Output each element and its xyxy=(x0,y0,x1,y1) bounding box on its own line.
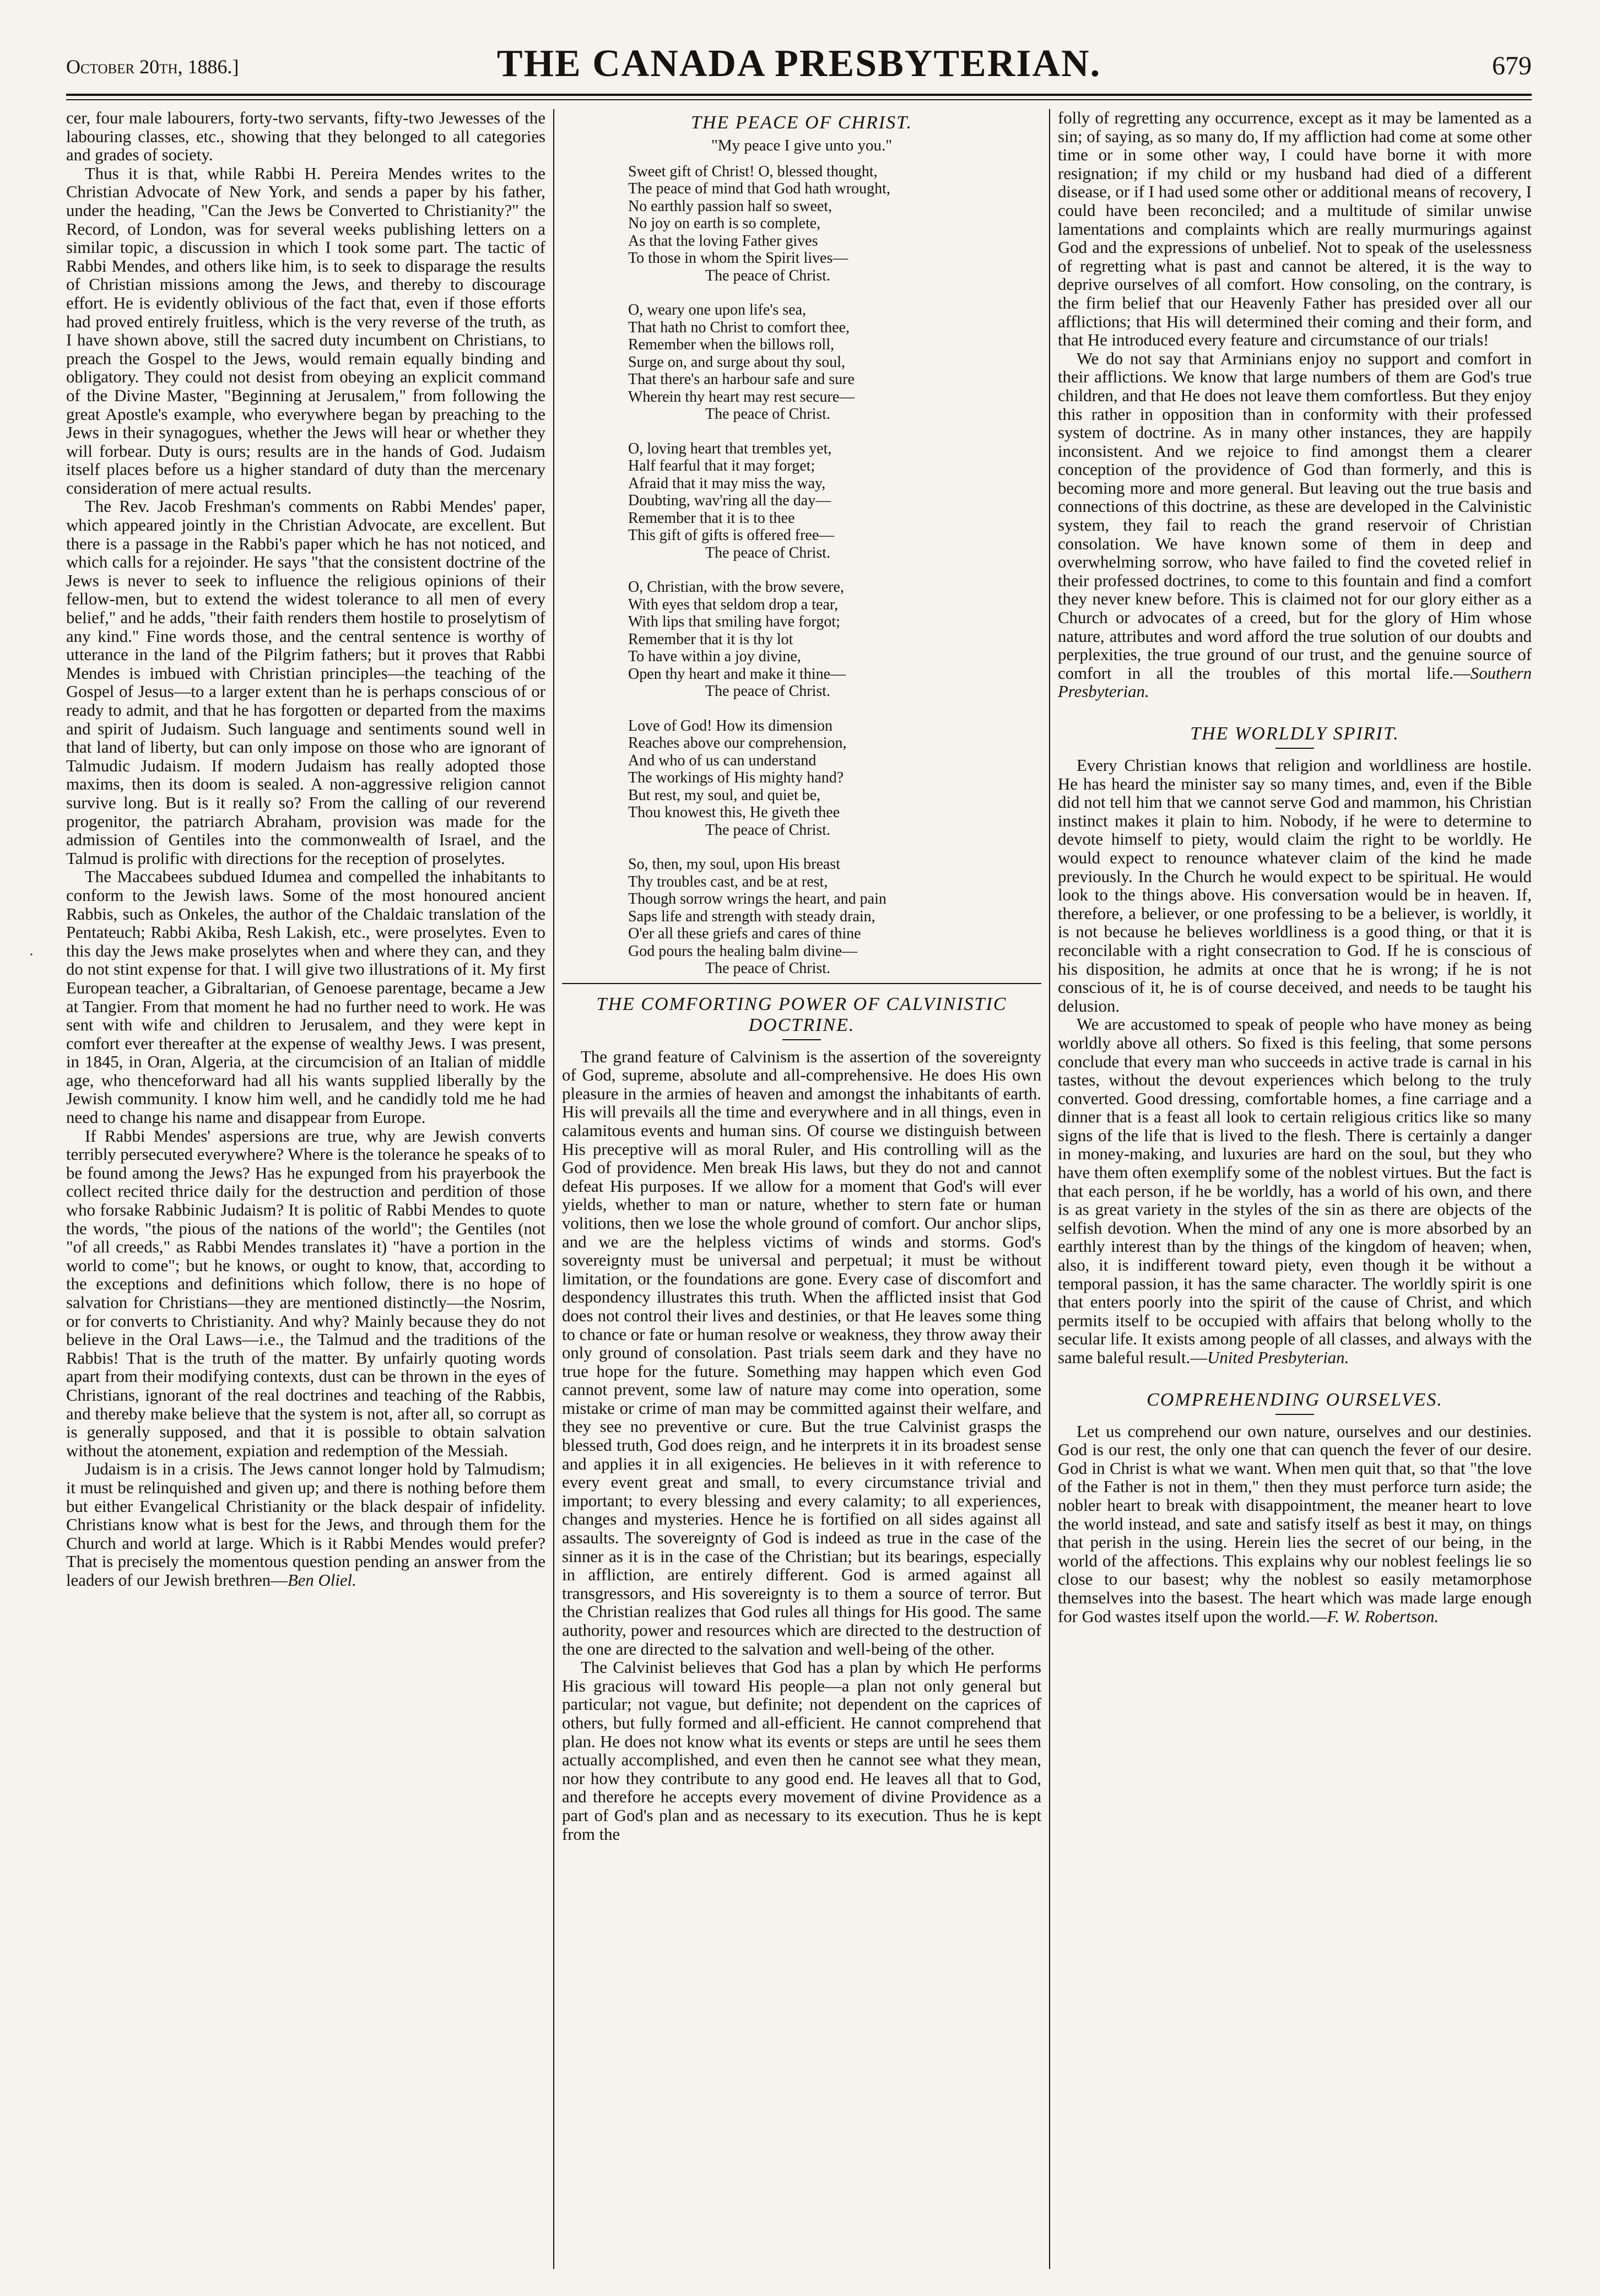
poem-stanza xyxy=(628,856,1041,977)
poem-refrain: The peace of Christ. xyxy=(705,406,831,423)
poem-line: O, loving heart that trembles yet, xyxy=(628,440,832,457)
section-divider xyxy=(562,983,1041,984)
poem-line: But rest, my soul, and quiet be, xyxy=(628,786,821,804)
poem-line: Thy troubles cast, and be at rest, xyxy=(628,873,828,890)
title-rule xyxy=(1275,748,1314,749)
column-divider xyxy=(1049,109,1050,2269)
poem-refrain: The peace of Christ. xyxy=(705,683,831,700)
poem-line: O, weary one upon life's sea, xyxy=(628,301,807,319)
paragraph: The Calvinist believes that God has a plan by which He performs His gracious will toward His people—a plan not only general but particular; not vague, but definite; not dependent on the caprices of others, but fully formed and all-efficient. He cannot comprehend that plan. He does not know what its events or steps are until he sees them actually accomplished, and even then he cannot see what they mean, nor how they contribute to any good end. He leaves all that to God, and therefore he accepts every movement of divine Providence as a part of God's plan and as necessary to its execution. Thus he is kept from the xyxy=(562,1658,1041,1844)
poem-line: To have within a joy divine, xyxy=(628,648,801,666)
paragraph xyxy=(1058,350,1532,701)
poem-line: Surge on, and surge about thy soul, xyxy=(628,353,846,371)
poem-line: Doubting, wav'ring all the day— xyxy=(628,492,831,510)
paragraph: The Maccabees subdued Idumea and compelled the inhabitants to conform to the Jewish laws. Some of the most honoured ancient Rabbis, such as Onkeles, the author of the Chaldaic translation of the Pentateuch; Rabbi Akiba, Resh Lakish, etc., were proselytes. Even to this day the Jews make proselytes when and where they can, and they do not stint expense for that. I will give two illustrations of it. My first European teacher, a Gibraltarian, of Genoese parentage, became a Jew at Tangier. From that moment he had no further need to work. He was sent with wife and children to Jerusalem, and they were kept in comfort ever thereafter at the expense of wealthy Jews. I was present, in 1845, in Oran, Algeria, at the circumcision of an Italian of middle age, who thenceforward had all his wants supplied liberally by the Jewish community. I know him well, and he candidly told me he had need to change his name and disappear from Europe. xyxy=(66,867,545,1127)
poem-line: O, Christian, with the brow severe, xyxy=(628,579,844,596)
poem-line: God pours the healing balm divine— xyxy=(628,942,858,960)
poem xyxy=(562,163,1041,977)
poem-line: Wherein thy heart may rest secure— xyxy=(628,388,855,406)
poem-line: Reaches above our comprehension, xyxy=(628,734,847,752)
column-3 xyxy=(1058,109,1532,2269)
article-title: THE COMFORTING POWER OF CALVINISTIC DOCTRINE. xyxy=(596,993,1007,1035)
article-source: Southern Presbyterian. xyxy=(1058,663,1532,701)
paragraph-text: Judaism is in a crisis. The Jews cannot longer hold by Talmudism; it must be relinquished and given up; and there is nothing before them but either Evangelical Christianity or the black despair of infidelity. Christians know what is best for the Jews, and through them for the Church and world at large. Which is it Rabbi Mendes would prefer? That is precisely the momentous question pending an answer from the leaders of our Jewish brethren— xyxy=(66,1460,545,1590)
page-header xyxy=(66,39,1532,91)
poem-line: O'er all these griefs and cares of thine xyxy=(628,925,861,943)
poem-epigraph: "My peace I give unto you." xyxy=(711,137,893,154)
paragraph: If Rabbi Mendes' aspersions are true, why are Jewish converts terribly persecuted everywhere? Where is the tolerance he speaks of to be found among the Jews? Has he expunged from his prayerbook the collect recited thrice daily for the destruction and perdition of those who forsake Rabbinic Judaism? It is politic of Rabbi Mendes to quote the words, "the pious of the nations of the world"; the Gentiles (not "of all creeds," as Rabbi Mendes translates it) "have a portion in the world to come"; but he knows, or ought to know, that, according to the exceptions and definitions which follow, there is no hope of salvation for Christians—they are mentioned distinctly—the Nosrim, or for converts to Christianity. And why? Mainly because they do not believe in the Oral Laws—i.e., the Talmud and the traditions of the Rabbis! That is the truth of the matter. By unfairly quoting words apart from their modifying contexts, dust can be thrown in the eyes of Christians, ignorant of the real doctrines and teaching of the Rabbis, and thereby make believe that the system is not, after all, so corrupt as is generally supposed, and that it is possible to obtain salvation without the atonement, expiation and redemption of the Messiah. xyxy=(66,1126,545,1460)
paragraph xyxy=(1058,1015,1532,1367)
poem-line: That there's an harbour safe and sure xyxy=(628,371,855,388)
poem-line: Half fearful that it may forget; xyxy=(628,457,815,475)
issue-date: October 20th, 1886.] xyxy=(66,56,239,78)
poem-line: And who of us can understand xyxy=(628,752,817,769)
poem-line: Sweet gift of Christ! O, blessed thought, xyxy=(628,163,878,180)
article-source: F. W. Robertson. xyxy=(1327,1607,1439,1626)
poem-stanza xyxy=(628,717,1041,839)
column-1 xyxy=(66,109,545,2269)
title-rule xyxy=(782,1039,821,1040)
title-rule xyxy=(1275,1414,1314,1415)
poem-line: Remember that it is to thee xyxy=(628,509,795,527)
poem-stanza xyxy=(628,163,1041,285)
poem-stanza xyxy=(628,440,1041,562)
poem-line: Open thy heart and make it thine— xyxy=(628,665,846,683)
poem-line: The peace of mind that God hath wrought, xyxy=(628,180,890,198)
paragraph-text: Let us comprehend our own nature, ourselves and our destinies. God is our rest, the only one that can quench the fever of our desire. God in Christ is what we want. When men quit that, so that "the love of the Father is not in them," then they must perforce turn aside; the nobler heart to break with disappointment, the meaner heart to love the world instead, and sate and satisfy itself as best it may, on things that perish in the using. Herein lies the secret of our being, in the world of the affections. This explains why our noblest feelings lie so close to our basest; why the noblest so easily metamorphose themselves into the basest. The heart which was made large enough for God wastes itself upon the world.— xyxy=(1058,1422,1532,1626)
poem-line: So, then, my soul, upon His breast xyxy=(628,856,840,873)
poem-line: The workings of His mighty hand? xyxy=(628,769,844,787)
poem-line: This gift of gifts is offered free— xyxy=(628,527,835,544)
poem-stanza xyxy=(628,301,1041,423)
poem-line: Saps life and strength with steady drain, xyxy=(628,907,875,925)
newspaper-title: THE CANADA PRESBYTERIAN. xyxy=(496,42,1101,85)
poem-refrain: The peace of Christ. xyxy=(705,544,831,561)
article-source: United Presbyterian. xyxy=(1207,1348,1349,1367)
poem-line: As that the loving Father gives xyxy=(628,232,818,250)
poem-refrain: The peace of Christ. xyxy=(705,960,831,977)
poem-stanza xyxy=(628,579,1041,700)
paragraph: folly of regretting any occurrence, except as it may be lamented as a sin; of saying, as so many do, If my affliction had come at some other time or in some other way, I could have borne it with more resignation; if my child or my husband had died of a different disease, or if I had used some other or additional means of recovery, I could have been reconciled; and a multitude of similar unwise lamentations and complaints which are really murmurings against God and the expressions of unbelief. Not to speak of the uselessness of regretting what is past and cannot be altered, it is the way to deprive ourselves of all comfort. How consoling, on the contrary, is the firm belief that our Heavenly Father has presided over all our afflictions; that His will determined their coming and their form, and that He introduced every feature and circumstance of our trials! xyxy=(1058,109,1532,350)
column-2 xyxy=(562,109,1041,2269)
poem-line: No earthly passion half so sweet, xyxy=(628,197,833,215)
column-divider xyxy=(553,109,554,2269)
poem-line: Remember that it is thy lot xyxy=(628,630,793,648)
poem-line: Remember when the billows roll, xyxy=(628,336,835,354)
poem-line: Thou knowest this, He giveth thee xyxy=(628,804,840,822)
paragraph: The Rev. Jacob Freshman's comments on Rabbi Mendes' paper, which appeared jointly in the Christian Advocate, are excellent. But there is a passage in the Rabbi's paper which he has not noticed, and which calls for a rejoinder. He says "that the consistent doctrine of the Jews is never to seek to influence the religious opinions of their fellow-men, but to extend the widest tolerance to all men of every belief," and he adds, "their faith renders them hostile to proselytism of any kind." Fine words those, and the central sentence is worthy of utterance in the land of the Pilgrim fathers; but it proves that Rabbi Mendes is imbued with Christian principles—the teaching of the Gospel of Jesus—to a larger extent than he is perhaps conscious of or ready to admit, and that he has forgotten or departed from the maxims and spirit of Judaism. Such language and sentiments sound well in that land of liberty, but can only impose on those who are ignorant of Talmudic Judaism. If modern Judaism has really adopted those maxims, then its doom is sealed. A non-aggressive religion cannot survive long. But is it really so? From the calling of our reverend progenitor, the patriarch Abraham, provision was made for the admission of Gentiles into the commonwealth of Israel, and the Talmud is prolific with directions for the reception of proselytes. xyxy=(66,497,545,868)
header-rule-thin xyxy=(66,99,1532,100)
header-rule-thick xyxy=(66,94,1532,96)
paragraph: Thus it is that, while Rabbi H. Pereira Mendes writes to the Christian Advocate of New York, and sends a paper by his father, under the heading, "Can the Jews be Converted to Christianity?" the Record, of London, was for several weeks publishing letters on a similar topic, a discussion in which I took some part. The tactic of Rabbi Mendes, and others like him, is to seek to disparage the results of Christian missions among the Jews, and thereby to discourage effort. He is evidently oblivious of the fact that, even if those efforts had proved entirely fruitless, which is the very reverse of the truth, as I have shown above, still the sacred duty incumbent on Christians, to preach the Gospel to the Jews, would remain equally binding and obligatory. They could not desist from obeying an explicit command of the Divine Master, "Beginning at Jerusalem," from following the great Apostle's example, who everywhere began by preaching to the Jews in their synagogues, whether the Jews will hear or whether they will forbear. Duty is ours; results are in the hands of God. Judaism itself places before us a higher standard of duty than the mercenary consideration of mere actual results. xyxy=(66,164,545,498)
page-number: 679 xyxy=(1492,51,1532,80)
article-source: Ben Oliel. xyxy=(287,1570,356,1590)
poem-line: With eyes that seldom drop a tear, xyxy=(628,596,839,613)
poem-refrain: The peace of Christ. xyxy=(705,267,831,284)
poem-line: Afraid that it may miss the way, xyxy=(628,474,826,492)
article-title: THE WORLDLY SPIRIT. xyxy=(1190,723,1399,744)
paragraph xyxy=(66,1460,545,1590)
paragraph-text: We are accustomed to speak of people who have money as being worldly above all others. So fixed is this feeling, that some persons conclude that every man who succeeds in active trade is carnal in his tastes, without the devout experiences which belong to the truly converted. Good dressing, comfortable homes, a fine carriage and a dinner that is a feast all look to certain religious critics like so many signs of the life that is lived to the flesh. There is certainly a danger in money-making, and luxuries are hard on the soul, but they who have them often exemplify some of the noblest virtues. But the fact is that each person, if he be worldly, has a world of his own, and there is as great variety in the styles of the sin as there are objects of the selfish devotion. When the mind of any one is more absorbed by an earthly interest than by the things of the kingdom of heaven; when, also, it is indifferent toward piety, even though it be without a temporal passion, it has the same character. The worldly spirit is one that enters poorly into the spirit of the cause of Christ, and which permits itself to be occupied with affairs that belong wholly to the secular life. It exists among people of all classes, and always with the same baleful result.— xyxy=(1058,1015,1532,1367)
poem-line: Though sorrow wrings the heart, and pain xyxy=(628,890,887,908)
paragraph: cer, four male labourers, forty-two servants, fifty-two Jewesses of the labouring classes, etc., showing that they belonged to all categories and grades of society. xyxy=(66,109,545,165)
poem-line: With lips that smiling have forgot; xyxy=(628,613,840,631)
paragraph: Every Christian knows that religion and worldliness are hostile. He has heard the minister say so many times, and, even if the Bible did not tell him that we cannot serve God and mammon, his Christian instinct makes it plain to him. Nobody, if he were to determine to devote himself to piety, would claim the right to be worldly. He would expect to renounce whatever claim of the kind he made previously. In the Church he would expect to be spiritual. He would look to the things above. His conversation would be in heaven. If, therefore, a believer, or one professing to be a believer, is worldly, it is not because he believes worldliness is a good thing, or that it is reconcilable with a right consecration to God. If he is conscious of his disposition, he admits at once that he is wrong; if he is not conscious of it, he is of course deceived, and needs to be taught his delusion. xyxy=(1058,756,1532,1015)
poem-refrain: The peace of Christ. xyxy=(705,821,831,839)
article-title: COMPREHENDING OURSELVES. xyxy=(1147,1389,1443,1410)
poem-title: THE PEACE OF CHRIST. xyxy=(690,112,912,133)
poem-line: No joy on earth is so complete, xyxy=(628,215,821,233)
paragraph xyxy=(1058,1423,1532,1627)
paragraph-text: We do not say that Arminians enjoy no support and comfort in their afflictions. We know that large numbers of them are God's true children, and that He does not leave them comfortless. But they enjoy this rather in opposition than in conformity with their professed system of doctrine. As in many other instances, they are happily inconsistent. And we rejoice to find amongst them a clearer conception of the providence of God than formerly, and this is becoming more and more general. But leaving out the true basis and connections of this doctrine, as these are developed in the Calvinistic system, they fail to reach the grand reservoir of Christian consolation. We have known some of them in deep and overwhelming sorrow, who have failed to find the coveted relief in their professed doctrines, to come to this fountain and find a comfort they never knew before. This is claimed not for our glory either as a Church or advocates of a creed, but for the glory of Him whose nature, attributes and word afford the true solution of our doubts and perplexities, the true ground of our trust, and the genuine source of comfort in all the troubles of this mortal life.— xyxy=(1058,349,1532,683)
poem-line: Love of God! How its dimension xyxy=(628,717,833,734)
poem-line: That hath no Christ to comfort thee, xyxy=(628,318,850,336)
paragraph: The grand feature of Calvinism is the assertion of the sovereignty of God, supreme, absolute and all-comprehensive. He does His own pleasure in the armies of heaven and amongst the inhabitants of earth. His will prevails all the time and everywhere and in all things, even in calamitous events and human sins. Of course we distinguish between His preceptive will as moral Ruler, and His controlling will as the God of providence. Men break His laws, but they do not and cannot defeat His purposes. If we allow for a moment that God's will ever yields, whether to man or nature, whether to stern fate or human volitions, then we lose the whole ground of comfort. Our anchor slips, and we are the helpless victims of winds and storms. God's sovereignty must be universal and perpetual; it must be without limitation, or the foundations are gone. Every case of discomfort and despondency illustrates this truth. When the afflicted insist that God does not control their lives and destinies, or that He leaves some thing to chance or fate or human resolve or weakness, they throw away their only ground of consolation. Past trials seem dark and they have no true hope for the future. Something may happen which even God cannot prevent, some law of nature may come into operation, some mistake or crime of man may be committed against their welfare, and they see no preventive or cure. But the true Calvinist grasps the blessed truth, God does reign, and he interprets it in its broadest sense and applies it in all exigencies. He believes in it with reference to every event great and small, to every circumstance trivial and important; to every blessing and every calamity; to all experiences, changes and mysteries. Hence he is fortified on all sides against all assaults. The sovereignty of God is indeed as true in the case of the sinner as it is in the case of the Christian; but its bearings, especially in affliction, are entirely different. God is armed against all transgressors, and His sovereignty is to them a source of terror. But the Christian realizes that God rules all things for His good. The same authority, power and resources which are directed to the destruction of the one are directed to the salvation and well-being of the other. xyxy=(562,1047,1041,1658)
poem-line: To those in whom the Spirit lives— xyxy=(628,250,848,267)
margin-mark: · xyxy=(29,946,34,964)
